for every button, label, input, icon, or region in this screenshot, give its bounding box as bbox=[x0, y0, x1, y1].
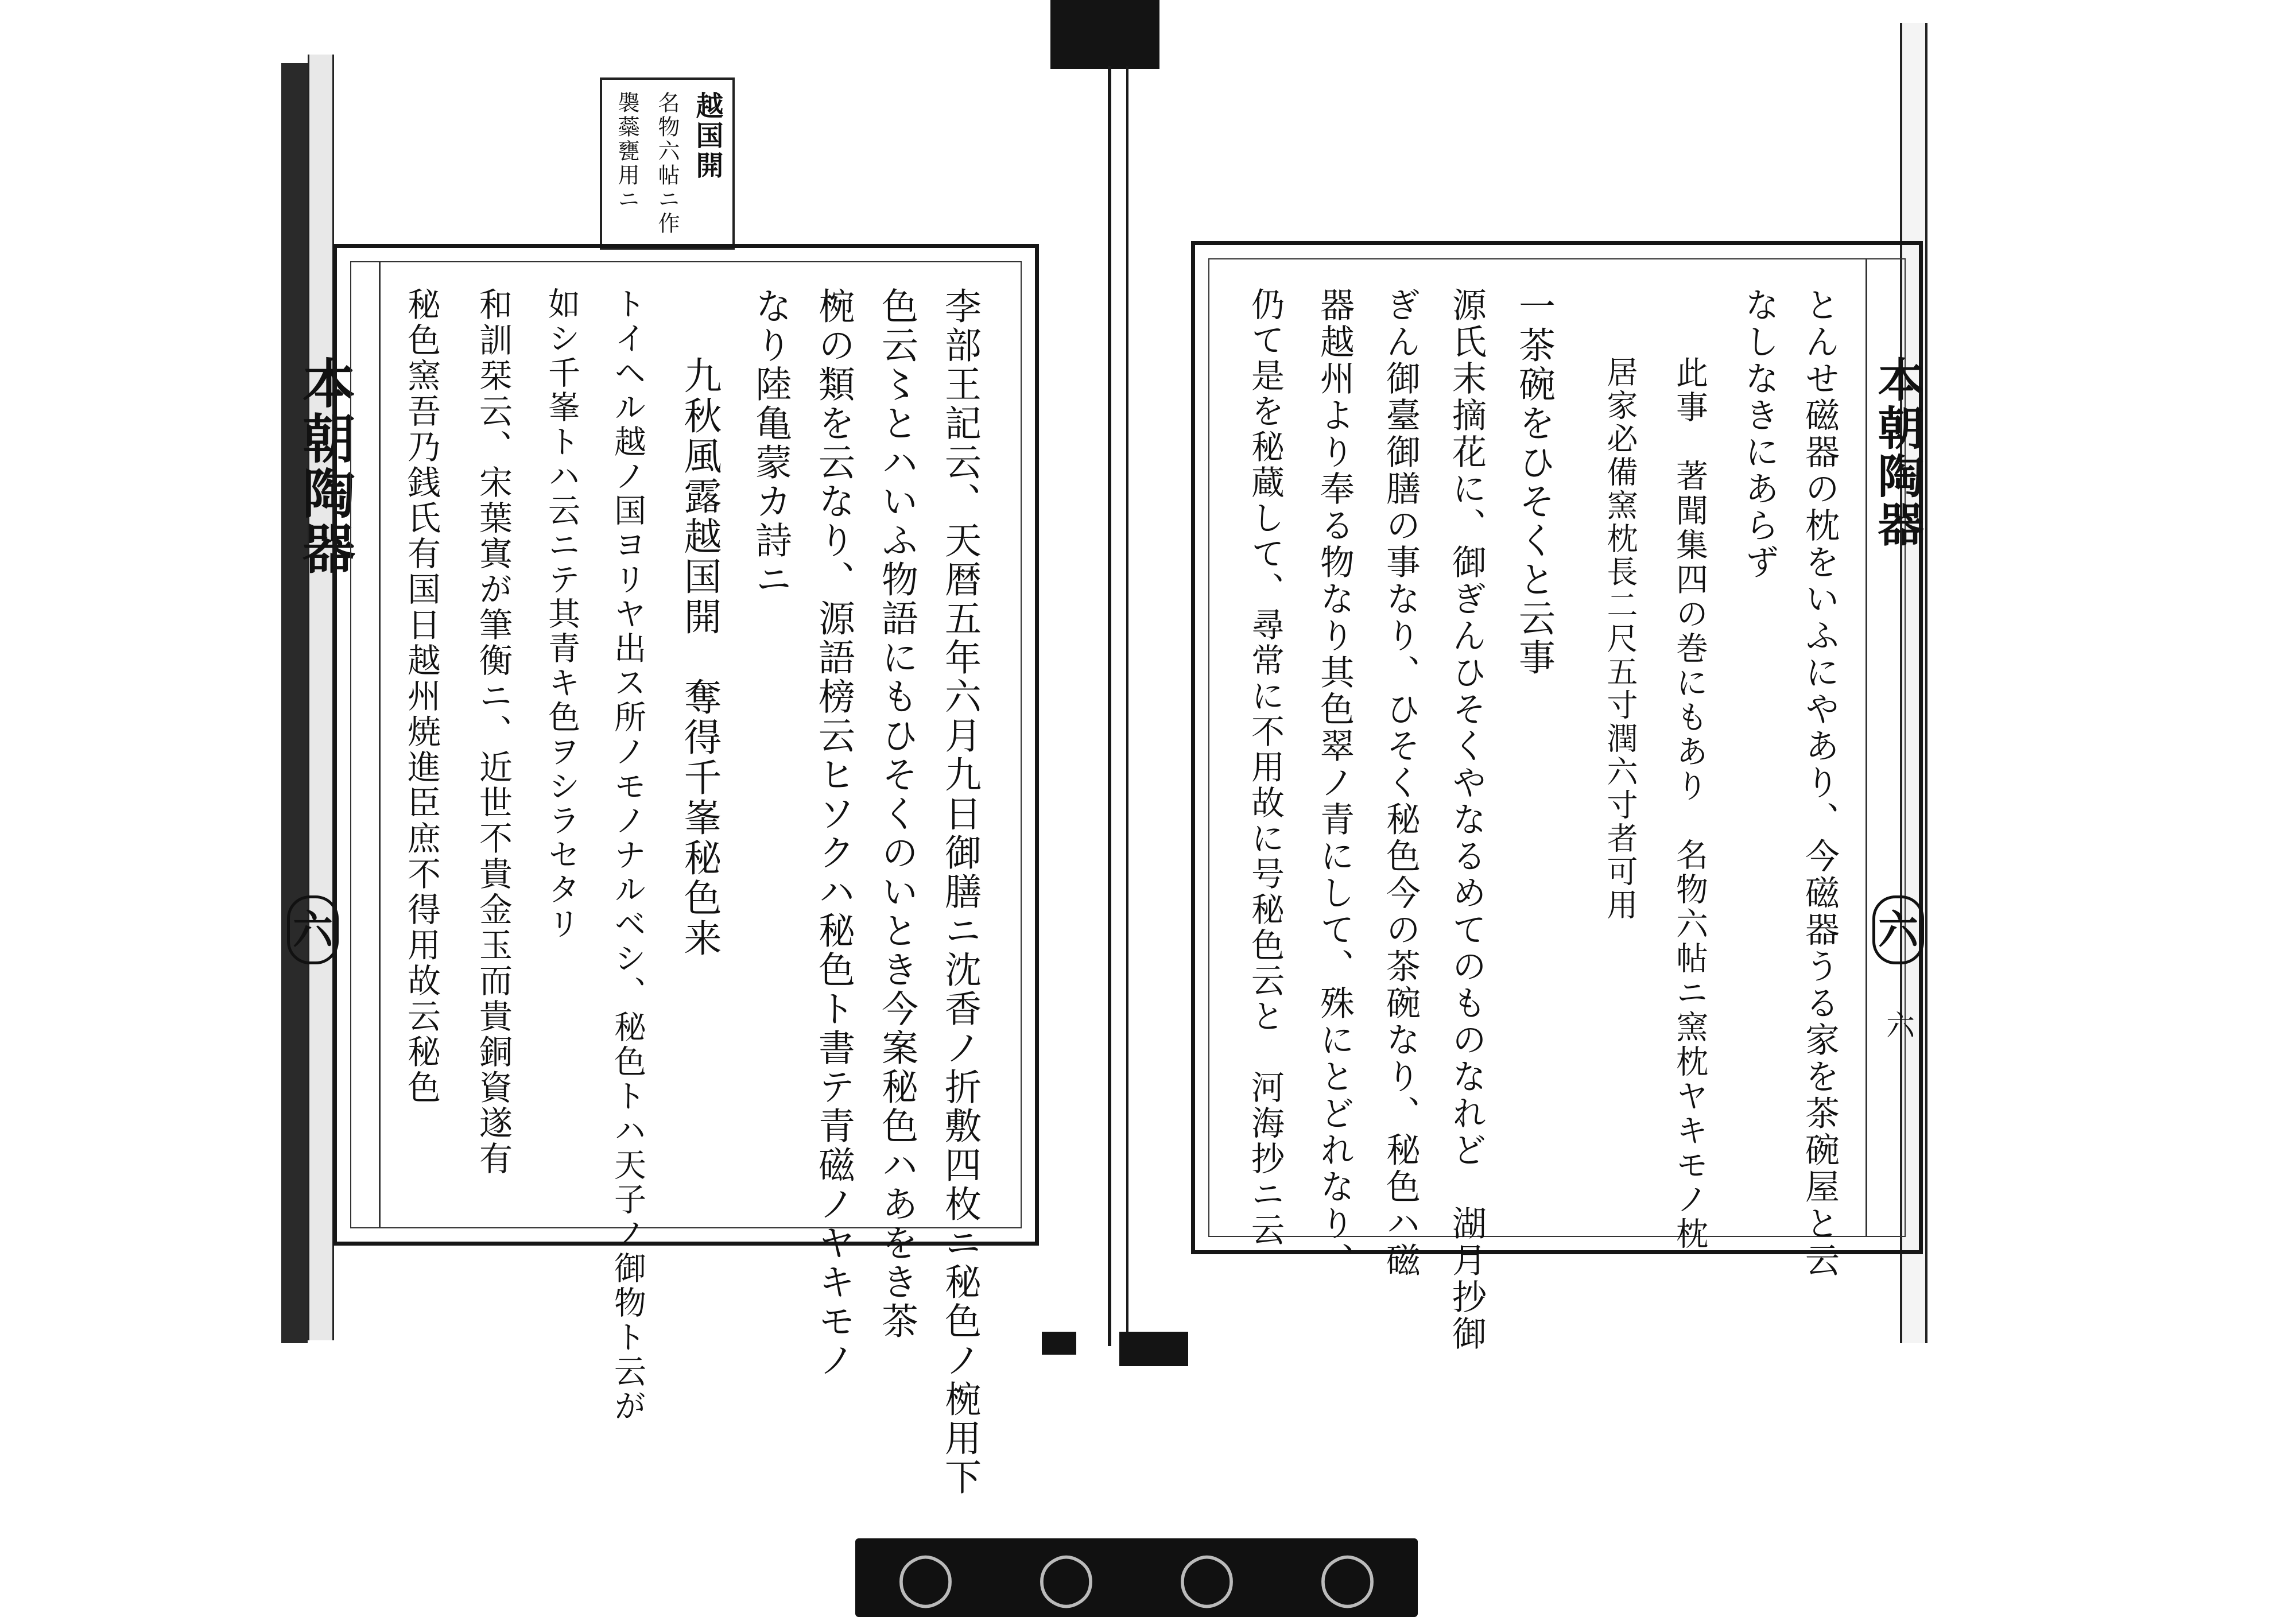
right-page-mark bbox=[1872, 895, 1924, 964]
left-text-line-3: 椀の類を云なり、源語榜云ヒソクハ秘色ト書テ青磁ノヤキモノ bbox=[812, 287, 855, 1380]
bottom-seal bbox=[855, 1538, 1418, 1617]
bottom-binding-mark-right bbox=[1119, 1332, 1188, 1366]
right-header-title: 本朝陶器 bbox=[1870, 356, 1924, 549]
right-text-line-2: なしなきにあらず bbox=[1739, 287, 1779, 581]
right-text-line-3: 此事 著聞集四の巻にもあり 名物六帖ニ窯枕ヤキモノ枕 bbox=[1671, 356, 1708, 1251]
left-text-line-5: 九秋風露越国開 奪得千峯秘色来 bbox=[677, 356, 722, 959]
left-text-line-4: なり陸亀蒙カ詩ニ bbox=[749, 287, 792, 599]
left-spine-mark-text: 六 bbox=[293, 906, 333, 953]
right-text-line-6: 源氏末摘花に、御ぎんひそくやなるめてのものなれど 湖月抄御 bbox=[1446, 287, 1487, 1352]
right-text-line-1: とんせ磁器の枕をいふにやあり、今磁器うる家を茶碗屋と云 bbox=[1799, 287, 1840, 1279]
right-page-number: 六 bbox=[1882, 1010, 1915, 1041]
left-text-line-1: 李部王記云、天暦五年六月九日御膳ニ沈香ノ折敷四枚ニ秘色ノ椀用下 bbox=[938, 287, 981, 1497]
left-text-line-2: 色云〻とハいふ物語にもひそくのいとき今案秘色ハあをき茶 bbox=[875, 287, 918, 1341]
left-slip bbox=[600, 77, 735, 250]
left-spine-title: 本朝陶器 bbox=[294, 356, 356, 576]
right-frame-rule bbox=[1865, 258, 1867, 1237]
left-spine-mark bbox=[287, 895, 339, 964]
left-text-line-9: 秘色窯吾乃銭氏有国日越州焼進臣庶不得用故云秘色 bbox=[402, 287, 441, 1106]
right-text-line-7: ぎん御臺御膳の事なり、ひそく秘色今の茶碗なり、秘色ハ磁 bbox=[1380, 287, 1421, 1279]
left-spine-edge bbox=[281, 63, 308, 1343]
top-binding-mark bbox=[1050, 0, 1159, 69]
left-spine-strip bbox=[308, 55, 334, 1340]
gutter-line-left bbox=[1108, 66, 1111, 1346]
right-text-line-4: 居家必備窯枕長二尺五寸潤六寸者可用 bbox=[1602, 356, 1638, 922]
seal-glyph-1: ◯ bbox=[897, 1548, 955, 1608]
left-slip-line-1: 越国開 bbox=[691, 91, 723, 181]
left-text-line-8: 和訓栞云、宋葉寘が筆衡ニ、近世不貴金玉而貴銅資遂有 bbox=[474, 287, 513, 1177]
left-text-line-6: トイヘル越ノ国ヨリヤ出ス所ノモノナルベシ、秘色トハ天子ノ御物ト云が bbox=[609, 287, 646, 1424]
left-frame-rule bbox=[379, 261, 381, 1228]
right-text-line-8: 器越州より奉る物なり其色翠ノ青にして、殊にとどれなり、 bbox=[1314, 287, 1355, 1279]
left-text-line-7: 如シ千峯トハ云ニテ其青キ色ヲシラセタリ bbox=[543, 287, 580, 941]
seal-glyph-2: ◯ bbox=[1037, 1548, 1095, 1608]
gutter-line-right bbox=[1126, 66, 1128, 1346]
left-slip-line-2: 名物六帖ニ作 bbox=[654, 91, 680, 236]
right-text-line-5: 一茶碗をひそくと云事 bbox=[1512, 287, 1555, 677]
right-text-line-9: 仍て是を秘蔵して、尋常に不用故に号秘色云と 河海抄ニ云 bbox=[1246, 287, 1285, 1248]
right-page-mark-text: 六 bbox=[1878, 906, 1918, 953]
seal-glyph-3: ◯ bbox=[1178, 1548, 1236, 1608]
left-slip-line-3: 褜蘂甕用ニ bbox=[614, 91, 639, 212]
bottom-binding-mark-left bbox=[1042, 1332, 1076, 1355]
seal-glyph-4: ◯ bbox=[1318, 1548, 1376, 1608]
